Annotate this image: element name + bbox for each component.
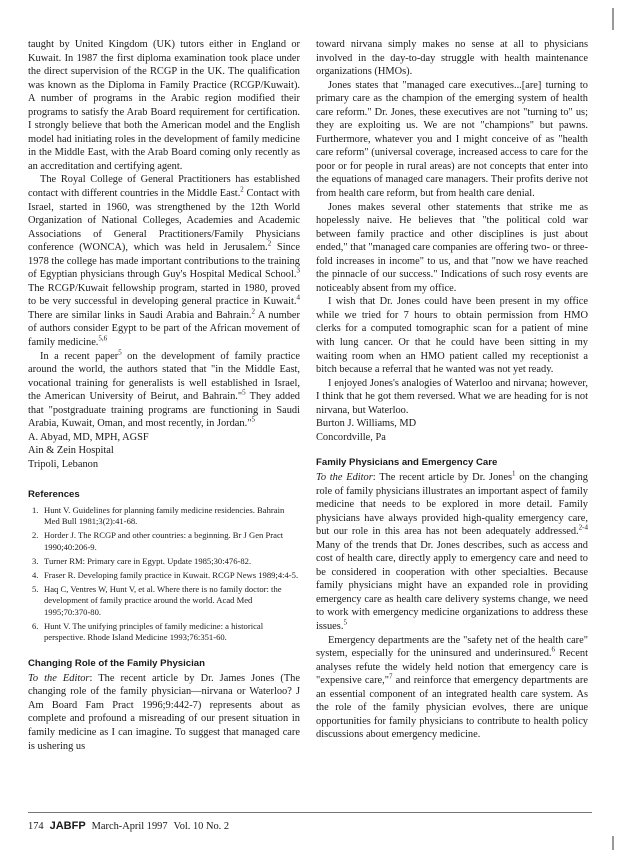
reference-item: 2. Horder J. The RCGP and other countries: a beginning. Br J Gen Pract 1990;40:206-9.	[32, 530, 284, 552]
paragraph-emergency-care: To the Editor: The recent article by Dr. Jones$^1$ on the changing role of family physicians illustrates an important aspect of family medicine that needs to be explored in more detail. Family physicians have always provided high-quality emergency care, but our role in this area has not been adequately addressed.$^{2-4}$ Many of the trends that Dr. Jones describes, such as access and cost of health care, directly apply to emergency care and need to be considered in cooperation with other specialties. Because family physicians might have an expanded role in providing emergency care as health care delivery systems change, we need to work with emergency medicine organizations to address these issues.$^5$	[316, 469, 588, 632]
signature-line: Ain & Zein Hospital	[28, 445, 114, 457]
paragraph: Jones states that "managed care executives...[are] turning to primary care as the champion of the emerging system of health care reform." Dr. Jones, these executives are not "turning to" us; they are exploiting us. We are not "champions" but pawns. Furthermore, whatever you and I might conceive of as "health care reform" (universal coverage, increased access to care for the poor or for people in rural areas) are not concepts that enter into the equations of managed care managers. Their profits derive not from health care reform, but from health care denial.	[316, 79, 588, 200]
journal-name: JABFP	[49, 820, 86, 832]
volume-number: Vol. 10 No. 2	[173, 821, 230, 832]
signature-line: Concordville, Pa	[316, 431, 386, 443]
paragraph-changing-role: To the Editor: The recent article by Dr. James Jones (The changing role of the family physician—nirvana or Waterloo? J Am Board Fam Pract 1996;9:442-7) represents about as complete and profound a misreading of our present situation in family medicine as I can imagine. To suggest that managed care is ushering us	[28, 672, 300, 752]
scan-edge-mark	[612, 836, 614, 850]
reference-item: 1. Hunt V. Guidelines for planning family medicine residencies. Bahrain Med Bull 1981;3(2):41-68.	[32, 505, 285, 527]
reference-item: 6. Hunt V. The unifying principles of family medicine: a historical perspective. Rhode Island Medicine 1993;76:351-60.	[32, 620, 264, 643]
footer-rule	[28, 812, 592, 813]
salutation: To the Editor	[28, 672, 90, 684]
references-heading: References	[28, 488, 80, 500]
section-heading-emergency-care: Family Physicians and Emergency Care	[316, 457, 498, 469]
section-heading-changing-role: Changing Role of the Family Physician	[28, 658, 205, 670]
citation: 5	[251, 415, 255, 424]
citation: 2	[267, 239, 272, 248]
citation: 5	[118, 348, 122, 357]
signature-williams	[316, 417, 588, 444]
reference-item: 5. Haq C, Ventres W, Hunt V, et al. Where there is no family doctor: the development of family practice around the world. Acad Med 1995;70:370-80.	[32, 584, 282, 617]
citation: 2	[251, 307, 255, 316]
citation: 3	[296, 266, 300, 275]
signature-line: Tripoli, Lebanon	[28, 458, 99, 470]
citation: 5,6	[98, 334, 108, 343]
paragraph: I enjoyed Jones's analogies of Waterloo and nirvana; however, I think that he got them reversed. What we are heading for is not nirvana, but Waterloo.	[316, 377, 588, 416]
references-list	[28, 505, 300, 643]
paragraph: I wish that Dr. Jones could have been present in my office while we tried for 7 hours to obtain permission from HMO clerks for a computed tomographic scan for a patient of mine with lung cancer. Or that he could have been sitting in my waiting room when an HMO patient called my receptionist a bitch because a referral that he wanted was not yet ready.	[316, 296, 588, 376]
paragraph-rcgp-contacts: The Royal College of General Practitioners has established contact with different countries in the Middle East.$^2$ Contact with Israel, started in 1960, was strengthened by the 12th World Organization of National Colleges, Academies and Academic Associations of General Practitioners/Family Physicians conference (WONCA), which was held in Jerusalem.$^2$ Since 1978 the college has made important contributions to the training of Egyptian physicians through Guy's Hospital Medical School.$^3$ The RCGP/Kuwait fellowship program, started in 1980, proved to be very successful in developing general practice in Kuwait.$^4$ There are similar links in Saudi Arabia and Bahrain.$^2$ A number of authors consider Egypt to be part of the African movement of family medicine.$^{5,6}$	[28, 174, 300, 349]
citation: 7	[389, 672, 393, 681]
paragraph: Jones makes several other statements that strike me as hopelessly naive. He believes that "the political cold war between family practice and other disciplines is just about ended," that "managed care companies are offering two- or three-fold increases in income" to us, and that "now we have reached the pinnacle of our success." Indications of such rosy events are noticeably absent from my office.	[316, 201, 588, 294]
issue-date: March-April 1997	[91, 821, 168, 832]
page-footer	[28, 820, 229, 832]
citation: 6	[551, 645, 555, 654]
citation: 2	[240, 185, 244, 194]
signature-line: Burton J. Williams, MD	[316, 418, 417, 430]
signature-line: A. Abyad, MD, MPH, AGSF	[28, 431, 149, 443]
paragraph: taught by United Kingdom (UK) tutors either in England or Kuwait. In 1987 the first diploma examination took place under the direct supervision of the RCGP in the UK. The qualification was known as the Diploma in Family Practice (RCGP/Kuwait). A number of programs in the Arabic region modified their programs to satisfy the Arab Board requirement for certification. I strongly believe that both the American model and the English model had initiating roles in the development of family medicine in the Middle East, with the Arab Board coming only recently as an accreditation and certifying agent.	[28, 39, 300, 172]
citation: 1	[512, 469, 516, 478]
signature-abyad	[28, 431, 300, 472]
reference-item: 3. Turner RM: Primary care in Egypt. Update 1985;30:476-82.	[32, 555, 252, 566]
scan-edge-mark	[612, 8, 614, 30]
paragraph-safety-net: Emergency departments are the "safety net of the health care" system, especially for the uninsured and underinsured.$^6$ Recent analyses refute the widely held notion that emergency care is "expensive care,"$^7$ and reinforce that emergency departments are an essential component of an integrated health care system. As the role of the family physician evolves, there are unique opportunities for family physicians to contribute to health policy discussions about emergency medicine.	[316, 634, 588, 741]
paragraph-recent-paper: In a recent paper$^5$ on the development of family practice around the world, the authors stated that "in the Middle East, vocational training for generalists is well established in Israel, the American University of Beirut, and Bahrain."$^5$ They added that "postgraduate training programs are functioning in Saudi Arabia, Kuwait, Oman, and most recently, in Jordan."$^5$	[28, 348, 301, 430]
right-column	[316, 38, 588, 742]
citation: 2-4	[578, 523, 588, 532]
paragraph: toward nirvana simply makes no sense at all to physicians involved in the day-to-day struggle with health maintenance organizations (HMOs).	[316, 39, 588, 78]
salutation: To the Editor	[316, 471, 373, 483]
citation: 4	[296, 293, 300, 302]
citation: 5	[242, 388, 246, 397]
left-column	[28, 38, 300, 753]
citation: 5	[343, 618, 347, 627]
reference-item: 4. Fraser R. Developing family practice in Kuwait. RCGP News 1989;4:4-5.	[32, 570, 299, 581]
page-number: 174	[28, 821, 44, 832]
